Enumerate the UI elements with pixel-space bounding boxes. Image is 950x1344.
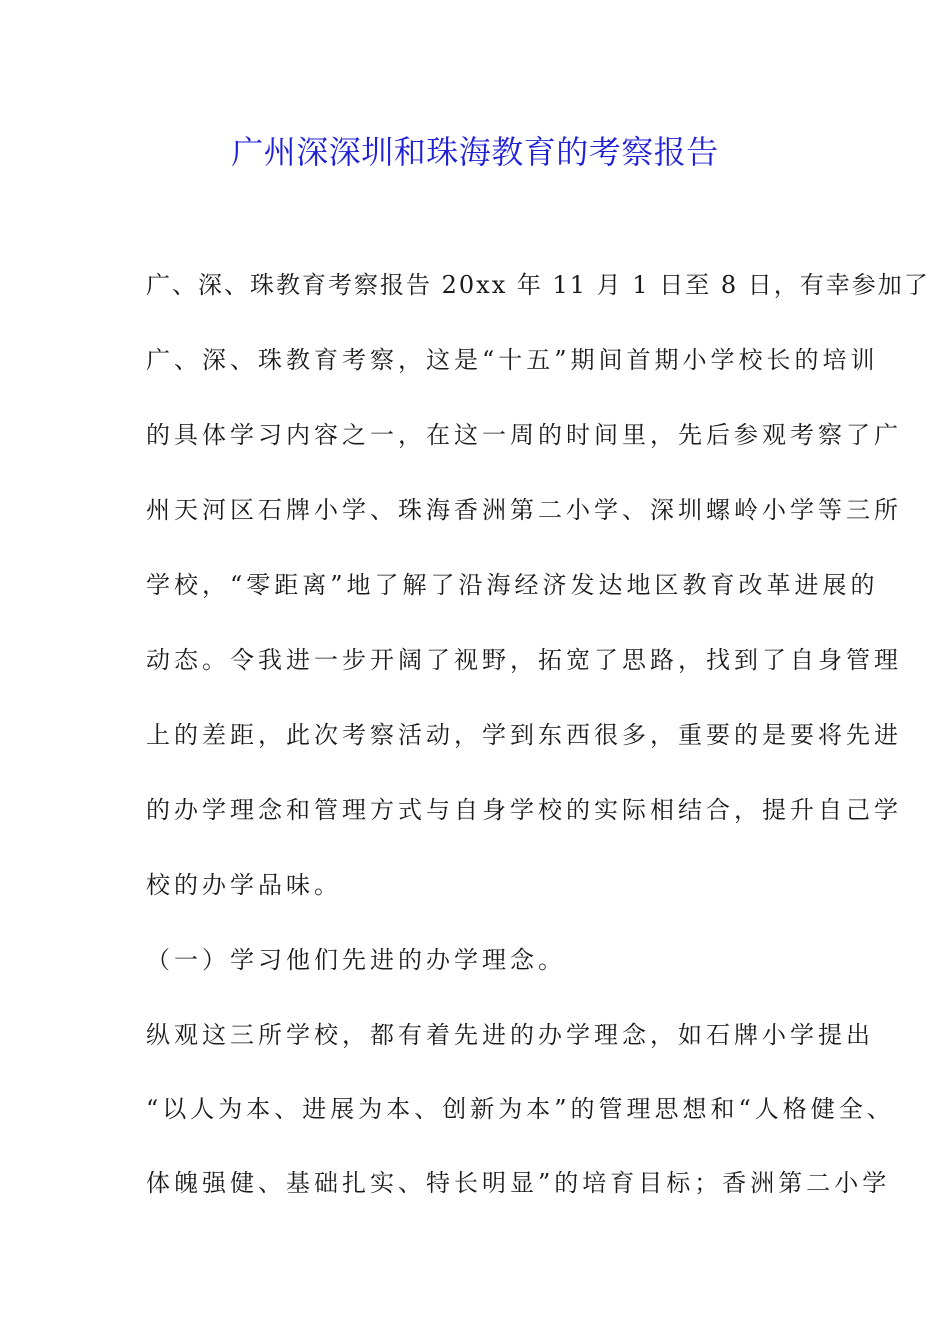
- body-line-10: 纵观这三所学校，都有着先进的办学理念，如石牌小学提出: [146, 1021, 874, 1049]
- body-line-3: 的具体学习内容之一，在这一周的时间里，先后参观考察了广: [146, 421, 902, 449]
- body-line-4: 州天河区石牌小学、珠海香洲第二小学、深圳螺岭小学等三所: [146, 496, 902, 524]
- section-heading-1: （一）学习他们先进的办学理念。: [146, 946, 566, 974]
- body-line-1: 广、深、珠教育考察报告 20xx 年 11 月 1 日至 8 日，有幸参加了: [146, 271, 930, 299]
- body-line-2: 广、深、珠教育考察，这是“十五”期间首期小学校长的培训: [146, 346, 879, 374]
- document-title: 广州深深圳和珠海教育的考察报告: [231, 133, 719, 171]
- body-line-12: 体魄强健、基础扎实、特长明显”的培育目标；香洲第二小学: [146, 1169, 891, 1197]
- body-line-5: 学校，“零距离”地了解了沿海经济发达地区教育改革进展的: [146, 571, 879, 599]
- body-line-9: 校的办学品味。: [146, 871, 342, 899]
- body-line-8: 的办学理念和管理方式与自身学校的实际相结合，提升自己学: [146, 796, 902, 824]
- body-line-7: 上的差距，此次考察活动，学到东西很多，重要的是要将先进: [146, 721, 902, 749]
- body-line-6: 动态。令我进一步开阔了视野，拓宽了思路，找到了自身管理: [146, 646, 902, 674]
- body-line-11: “以人为本、进展为本、创新为本”的管理思想和“人格健全、: [146, 1095, 895, 1123]
